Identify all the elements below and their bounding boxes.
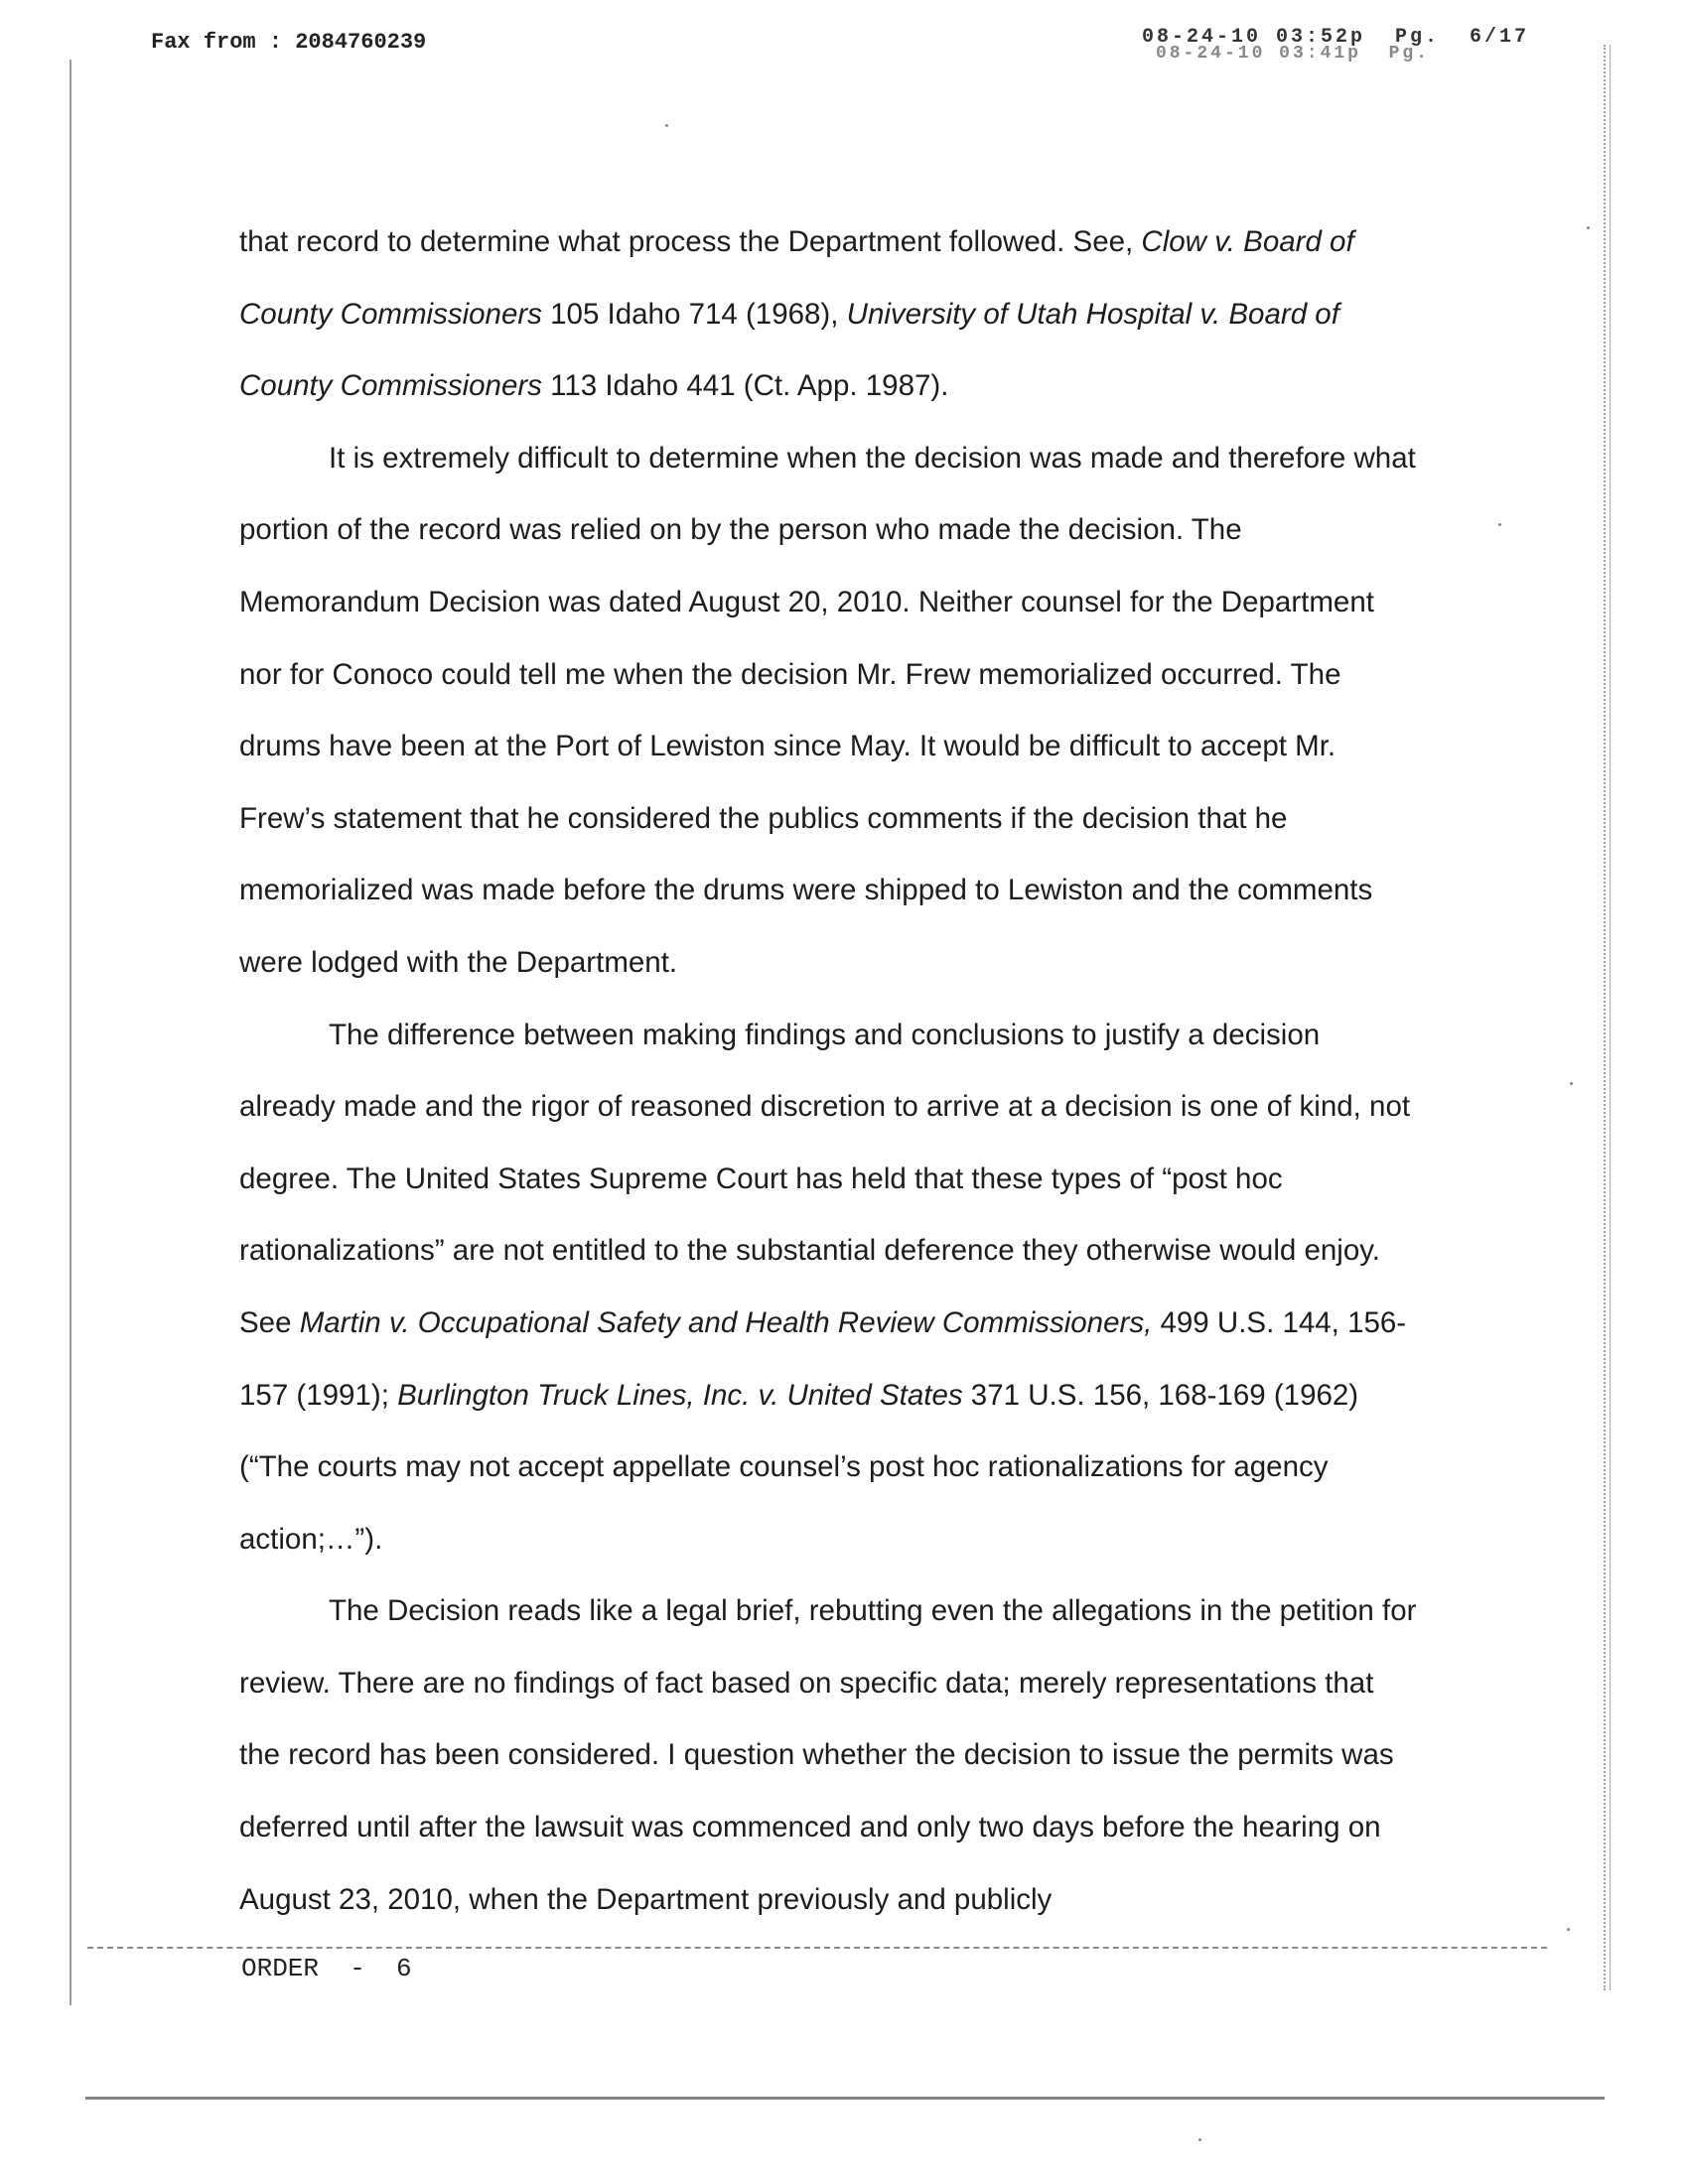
fax-stamp-ghost: 08-24-10 03:41p Pg.	[1155, 44, 1430, 64]
document-body	[239, 206, 1421, 1936]
scan-speck	[1198, 2138, 1201, 2141]
paragraph-3-text-c: 371 U.S. 156, 168-169 (1962) (“The courts may not accept appellate counsel’s post hoc rationalizations for agency action;…”).	[239, 1378, 1359, 1556]
case-citation-clow: Clow v. Board of County Commissioners	[239, 225, 1354, 331]
scan-speck	[1567, 1928, 1570, 1931]
scan-speck	[1570, 1082, 1573, 1085]
scan-speck	[1587, 226, 1590, 229]
footer-separator	[87, 1947, 1547, 1949]
case-citation-university-of-utah: University of Utah Hospital v. Board of County Commissioners	[239, 297, 1339, 403]
paragraph-1-text-a: that record to determine what process the Department followed. See,	[239, 225, 1142, 258]
bottom-scan-rule	[85, 2097, 1605, 2100]
fax-from	[151, 30, 426, 55]
paragraph-3	[239, 1000, 1421, 1576]
fax-from-number: 2084760239	[295, 30, 427, 55]
paragraph-1	[239, 206, 1421, 423]
page-footer-label: ORDER - 6	[241, 1954, 412, 1983]
paragraph-3-text-b: 499 U.S. 144, 156-157 (1991);	[239, 1305, 1407, 1412]
case-citation-martin: Martin v. Occupational Safety and Health Review Commissioners,	[299, 1305, 1153, 1339]
left-scan-rule	[70, 60, 71, 2005]
scan-speck	[665, 124, 668, 127]
scan-speck	[1498, 523, 1501, 526]
paragraph-1-text-c: 113 Idaho 441 (Ct. App. 1987).	[541, 369, 949, 403]
fax-from-label: Fax from	[151, 30, 256, 55]
case-citation-burlington: Burlington Truck Lines, Inc. v. United States	[397, 1378, 963, 1412]
fax-from-separator: :	[255, 30, 296, 55]
fax-timestamp: 08-24-10 03:52p Pg. 6/17	[1141, 26, 1529, 49]
paragraph-1-text-b: 105 Idaho 714 (1968),	[541, 297, 847, 331]
right-scan-edge	[1604, 45, 1611, 1990]
paragraph-3-text-a: The difference between making findings and conclusions to justify a decision already made and the rigor of reasoned discretion to arrive at a decision is one of kind, not degree. The United States Supreme Court has held that these types of “post hoc rationalizations” are not entitled to the substantial deference they otherwise would enjoy. See	[239, 1018, 1411, 1339]
fax-header	[151, 26, 1529, 64]
paragraph-2: It is extremely difficult to determine when the decision was made and therefore what portion of the record was relied on by the person who made the decision. The Memorandum Decision was dated August 20, 2010. Neither counsel for the Department nor for Conoco could tell me when the decision Mr. Frew memorialized occurred. The drums have been at the Port of Lewiston since May. It would be difficult to accept Mr. Frew’s statement that he considered the publics comments if the decision that he memorialized was made before the drums were shipped to Lewiston and the comments were lodged with the Department.	[239, 441, 1416, 979]
paragraph-4: The Decision reads like a legal brief, rebutting even the allegations in the petition for review. There are no findings of fact based on specific data; merely representations that the record has been considered. I question whether the decision to issue the permits was deferred until after the lawsuit was commenced and only two days before the hearing on August 23, 2010, when the Department previously and publicly	[239, 1594, 1417, 1916]
